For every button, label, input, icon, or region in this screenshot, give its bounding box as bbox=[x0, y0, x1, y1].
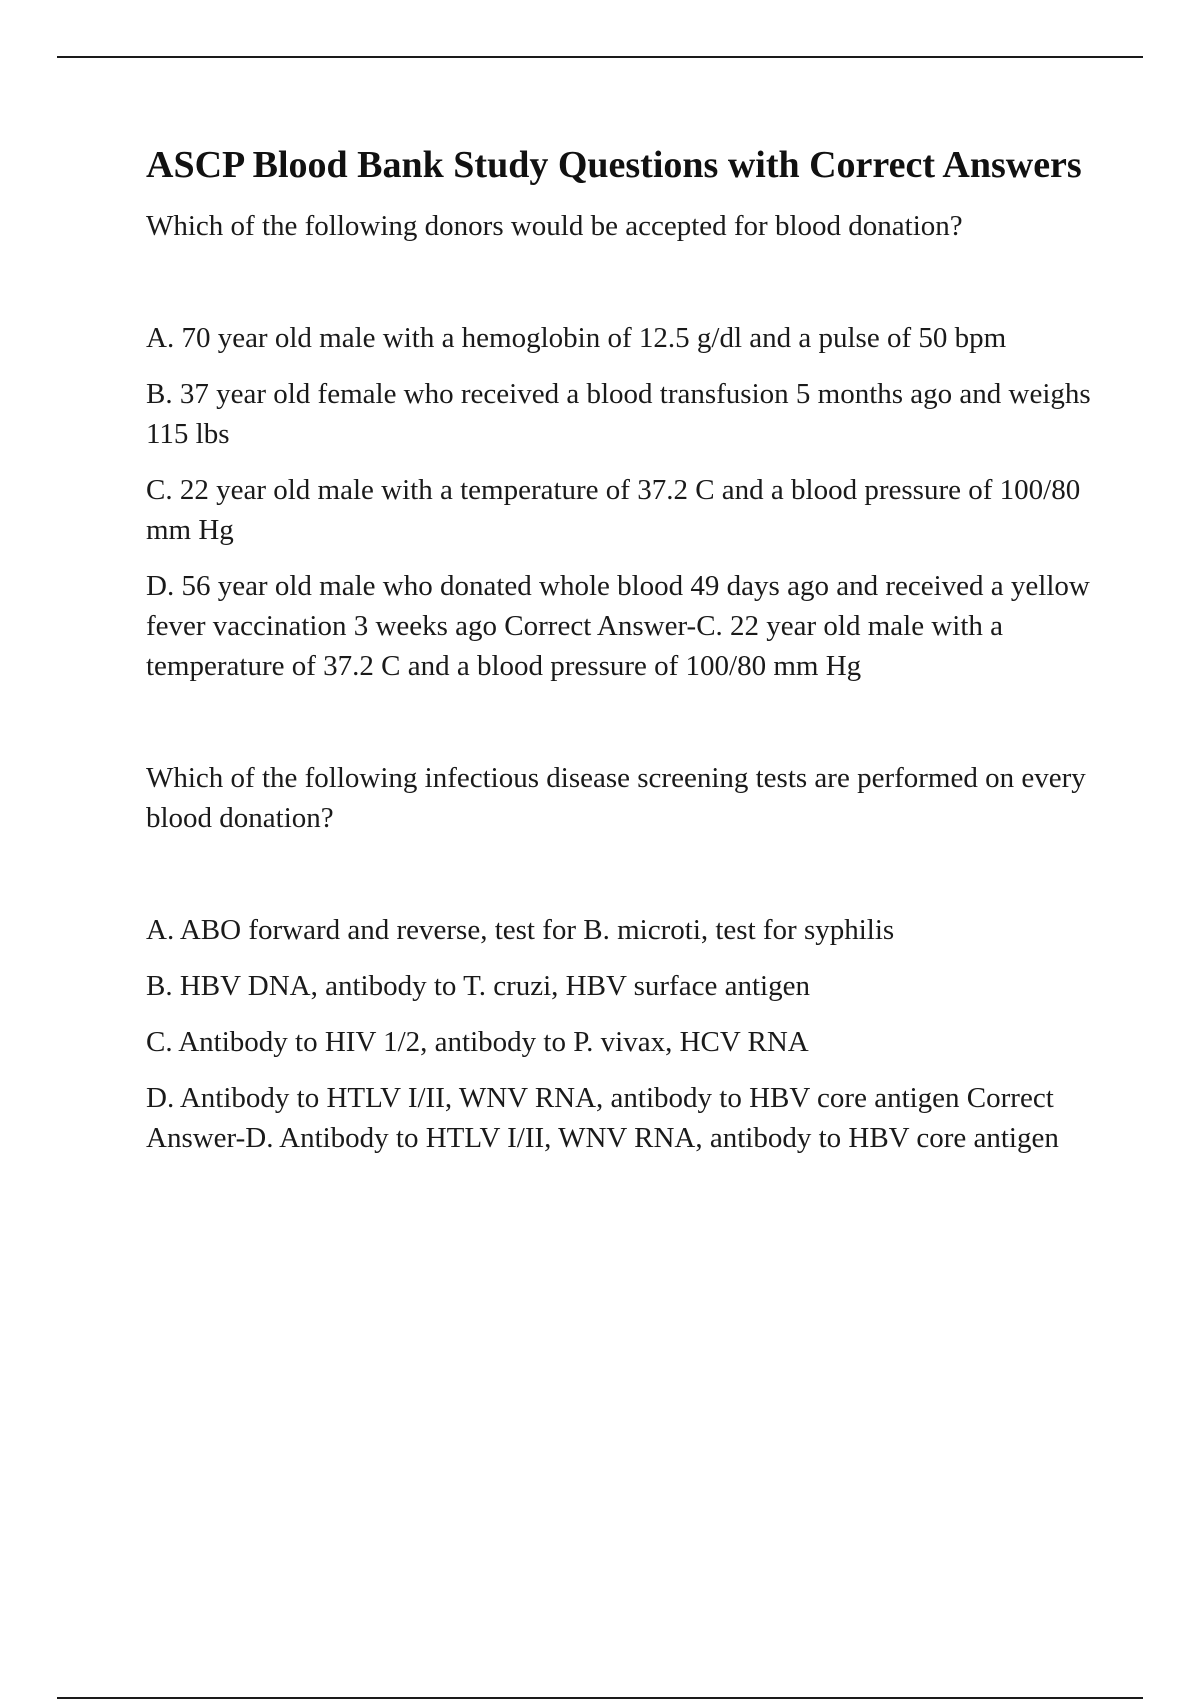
top-divider bbox=[57, 56, 1143, 58]
answer-option-b: B. 37 year old female who received a blood transfusion 5 months ago and weighs 115 lbs bbox=[146, 378, 1091, 450]
answer-option-c: C. 22 year old male with a temperature of 37.2 C and a blood pressure of 100/80 mm Hg bbox=[146, 474, 1081, 546]
answer-option-d: D. 56 year old male who donated whole blood 49 days ago and received a yellow fever vaccination 3 weeks ago Correct Answer-C. 22 year old male with a temperature of 37.2 C and a blood pressure of 100/80 mm Hg bbox=[146, 570, 1090, 682]
answer-option-d: D. Antibody to HTLV I/II, WNV RNA, antibody to HBV core antigen Correct Answer-D. Antibody to HTLV I/II, WNV RNA, antibody to HBV core antigen bbox=[146, 1082, 1059, 1154]
question-1 bbox=[146, 206, 1096, 686]
question-prompt: Which of the following donors would be accepted for blood donation? bbox=[146, 210, 963, 242]
document-body bbox=[146, 140, 1096, 1158]
answer-option-c: C. Antibody to HIV 1/2, antibody to P. vivax, HCV RNA bbox=[146, 1026, 809, 1058]
answer-options bbox=[146, 318, 1096, 686]
question-prompt: Which of the following infectious disease screening tests are performed on every blood donation? bbox=[146, 762, 1086, 834]
page-title: ASCP Blood Bank Study Questions with Correct Answers bbox=[146, 144, 1082, 186]
bottom-divider bbox=[57, 1697, 1143, 1699]
question-2 bbox=[146, 758, 1096, 1158]
answer-options bbox=[146, 910, 1096, 1158]
answer-option-a: A. 70 year old male with a hemoglobin of 12.5 g/dl and a pulse of 50 bpm bbox=[146, 322, 1007, 354]
answer-option-a: A. ABO forward and reverse, test for B. microti, test for syphilis bbox=[146, 914, 895, 946]
answer-option-b: B. HBV DNA, antibody to T. cruzi, HBV surface antigen bbox=[146, 970, 810, 1002]
